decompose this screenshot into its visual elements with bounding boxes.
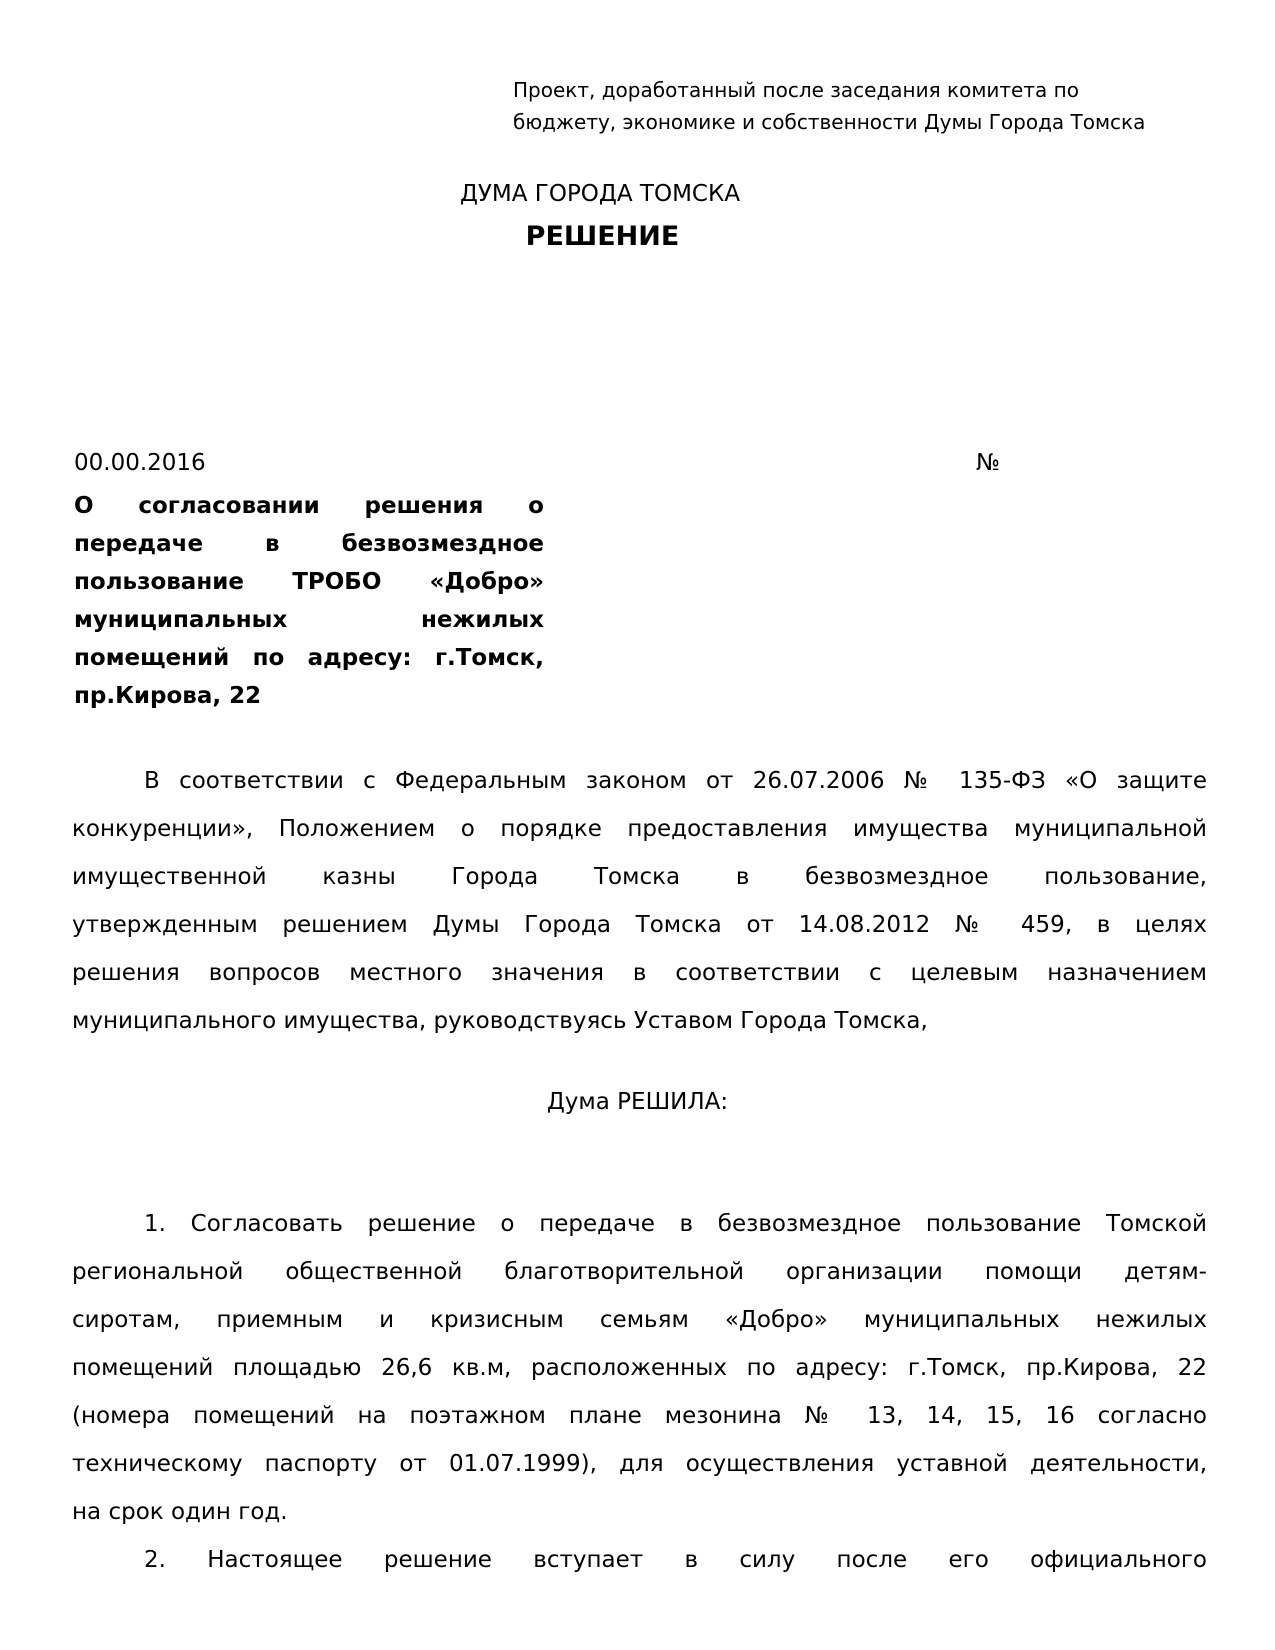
preamble-line: решения вопросов местного значения в соответствии с целевым назначением — [72, 960, 1207, 986]
item-1-line: (номера помещений на поэтажном плане мезонина № 13, 14, 15, 16 согласно — [72, 1403, 1207, 1429]
document-subject — [74, 487, 544, 715]
document-date: 00.00.2016 — [74, 450, 206, 476]
draft-note-line: бюджету, экономике и собственности Думы Города Томска — [513, 110, 1146, 134]
preamble-line: имущественной казны Города Томска в безвозмездное пользование, — [72, 864, 1207, 890]
item-1-line: региональной общественной благотворительной организации помощи детям- — [72, 1259, 1207, 1285]
preamble-line: утвержденным решением Думы Города Томска от 14.08.2012 № 459, в целях — [72, 912, 1207, 938]
draft-note-line: Проект, доработанный после заседания комитета по — [513, 78, 1079, 102]
resolution-heading: Дума РЕШИЛА: — [546, 1089, 729, 1115]
preamble-paragraph — [72, 757, 1207, 1045]
subject-line: пр.Кирова, 22 — [74, 683, 262, 709]
item-2-line: 2. Настоящее решение вступает в силу после его официального — [144, 1547, 1207, 1573]
subject-line: О согласовании решения о — [74, 493, 544, 519]
item-1-line: техническому паспорту от 01.07.1999), для осуществления уставной деятельности, — [72, 1451, 1207, 1477]
organization-name: ДУМА ГОРОДА ТОМСКА — [459, 181, 741, 207]
subject-line: пользование ТРОБО «Добро» — [74, 569, 544, 595]
item-1-line: помещений площадью 26,6 кв.м, расположенных по адресу: г.Томск, пр.Кирова, 22 — [72, 1355, 1207, 1381]
subject-line: помещений по адресу: г.Томск, — [74, 645, 544, 671]
item-1-paragraph — [72, 1200, 1207, 1536]
document-type: РЕШЕНИЕ — [525, 221, 680, 252]
preamble-line: конкуренции», Положением о порядке предоставления имущества муниципальной — [72, 816, 1207, 842]
item-1-line: сиротам, приемным и кризисным семьям «Добро» муниципальных нежилых — [72, 1307, 1207, 1333]
preamble-line: В соответствии с Федеральным законом от 26.07.2006 № 135-ФЗ «О защите — [144, 768, 1207, 794]
preamble-line: муниципального имущества, руководствуясь Уставом Города Томска, — [72, 1008, 928, 1034]
item-1-line: на срок один год. — [72, 1499, 288, 1525]
draft-note — [513, 74, 1213, 138]
item-2-paragraph — [72, 1536, 1207, 1584]
subject-line: передаче в безвозмездное — [74, 531, 544, 557]
item-1-line: 1. Согласовать решение о передаче в безвозмездное пользование Томской — [144, 1211, 1207, 1237]
document-number-sign: № — [976, 450, 1000, 476]
subject-line: муниципальных нежилых — [74, 607, 544, 633]
